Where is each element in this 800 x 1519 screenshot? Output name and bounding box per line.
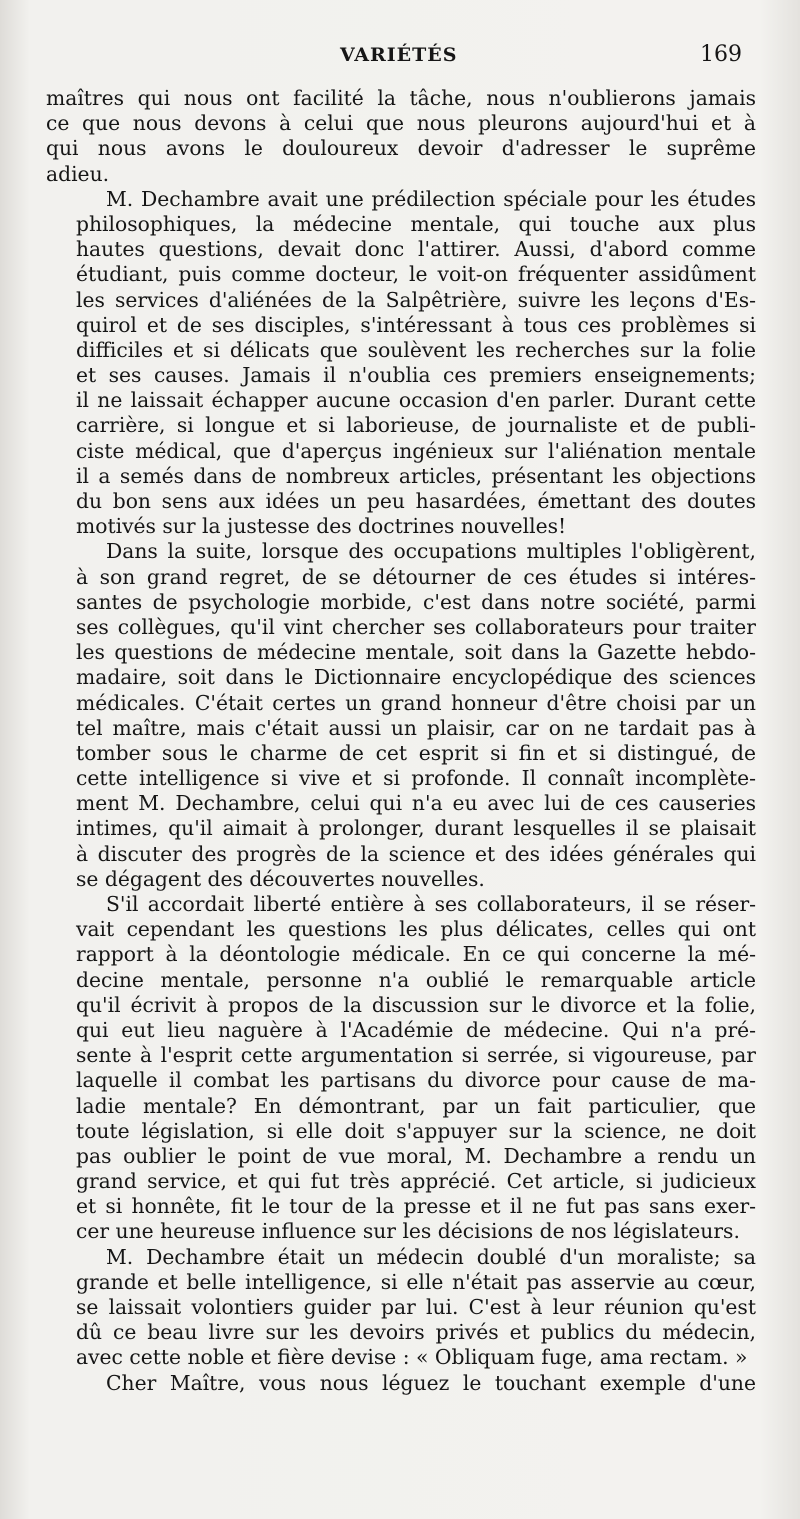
text-line: laquelle il combat les partisans du divorce pour cause de ma- bbox=[76, 1068, 756, 1093]
text-line: ciste médical, que d'aperçus ingénieux sur l'aliénation mentale bbox=[76, 438, 756, 463]
text-line: se laissait volontiers guider par lui. C'est à leur réunion qu'est bbox=[76, 1295, 756, 1319]
text-line: ladie mentale? En démontrant, par un fait particulier, que bbox=[76, 1093, 756, 1118]
running-head bbox=[0, 44, 800, 74]
text-line: M. Dechambre était un médecin doublé d'un moraliste; sa bbox=[106, 1244, 756, 1269]
text-line: ses collègues, qu'il vint chercher ses collaborateurs pour traiter bbox=[76, 614, 756, 639]
text-line: tomber sous le charme de cet esprit si fin et si distingué, de bbox=[76, 740, 756, 765]
text-line: grande et belle intelligence, si elle n'était pas asservie au cœur, bbox=[76, 1269, 756, 1294]
text-line: les services d'aliénées de la Salpêtrière, suivre les leçons d'Es- bbox=[76, 287, 756, 312]
text-line: pas oublier le point de vue moral, M. Dechambre a rendu un bbox=[76, 1143, 756, 1168]
text-line: Dans la suite, lorsque des occupations multiples l'obligèrent, bbox=[106, 539, 756, 564]
text-line: madaire, soit dans le Dictionnaire encyclopédique des sciences bbox=[76, 665, 756, 690]
text-line: à son grand regret, de se détourner de ces études si intéres- bbox=[76, 564, 756, 589]
text-line: dû ce beau livre sur les devoirs privés et publics du médecin, bbox=[76, 1320, 756, 1345]
text-line: à discuter des progrès de la science et des idées générales qui bbox=[76, 841, 756, 866]
text-line: decine mentale, personne n'a oublié le remarquable article bbox=[76, 967, 756, 992]
text-line: il ne laissait échapper aucune occasion d'en parler. Durant cette bbox=[76, 388, 756, 413]
text-line: il a semés dans de nombreux articles, présentant les objections bbox=[76, 463, 756, 488]
text-line: ce que nous devons à celui que nous pleurons aujourd'hui et à bbox=[46, 111, 756, 136]
text-line: difficiles et si délicats que soulèvent les recherches sur la folie bbox=[76, 337, 756, 362]
text-line: maîtres qui nous ont facilité la tâche, nous n'oublierons jamais bbox=[46, 86, 756, 110]
text-line: sente à l'esprit cette argumentation si serrée, si vigoureuse, par bbox=[76, 1043, 756, 1068]
text-line: vait cependant les questions les plus délicates, celles qui ont bbox=[76, 917, 756, 942]
text-line: qui nous avons le douloureux devoir d'adresser le suprême bbox=[46, 136, 756, 161]
paragraph bbox=[46, 187, 756, 540]
text-line: tel maître, mais c'était aussi un plaisir, car on ne tardait pas à bbox=[76, 715, 756, 740]
page-number: 169 bbox=[700, 42, 742, 67]
text-line: et si honnête, fit le tour de la presse et il ne fut pas sans exer- bbox=[76, 1194, 756, 1219]
text-line: S'il accordait liberté entière à ses collaborateurs, il se réser- bbox=[106, 892, 756, 916]
text-line: qui eut lieu naguère à l'Académie de médecine. Qui n'a pré- bbox=[76, 1017, 756, 1042]
text-line: Cher Maître, vous nous léguez le touchant exemple d'une bbox=[106, 1370, 756, 1395]
text-line: toute législation, si elle doit s'appuyer sur la science, ne doit bbox=[76, 1118, 756, 1143]
paragraph bbox=[46, 892, 756, 1245]
text-line: et ses causes. Jamais il n'oublia ces premiers enseignements; bbox=[76, 363, 756, 388]
paragraph bbox=[46, 1371, 756, 1396]
text-line: cette intelligence si vive et si profonde. Il connaît incomplète- bbox=[76, 766, 756, 791]
paragraph bbox=[46, 539, 756, 892]
text-line: les questions de médecine mentale, soit dans la Gazette hebdo- bbox=[76, 640, 756, 665]
text-line: hautes questions, devait donc l'attirer. Aussi, d'abord comme bbox=[76, 237, 756, 262]
body-text bbox=[46, 86, 756, 1396]
text-line: quirol et de ses disciples, s'intéressant à tous ces problèmes si bbox=[76, 312, 756, 337]
text-line: du bon sens aux idées un peu hasardées, émettant des doutes bbox=[76, 489, 756, 513]
text-line: philosophiques, la médecine mentale, qui touche aux plus bbox=[76, 211, 756, 236]
text-line: grand service, et qui fut très apprécié. Cet article, si judicieux bbox=[76, 1169, 756, 1194]
text-line: avec cette noble et fière devise : « Obliquam fuge, ama rectam. » bbox=[76, 1345, 748, 1370]
text-line: médicales. C'était certes un grand honneur d'être choisi par un bbox=[76, 690, 756, 715]
text-line: intimes, qu'il aimait à prolonger, durant lesquelles il se plaisait bbox=[76, 816, 756, 841]
text-line: qu'il écrivit à propos de la discussion sur le divorce et la folie, bbox=[76, 992, 756, 1017]
text-line: étudiant, puis comme docteur, le voit-on fréquenter assidûment bbox=[76, 262, 756, 287]
text-line: adieu. bbox=[46, 161, 110, 186]
text-line: cer une heureuse influence sur les décisions de nos législateurs. bbox=[76, 1219, 740, 1244]
text-line: motivés sur la justesse des doctrines nouvelles! bbox=[76, 514, 567, 539]
section-title: VARIÉTÉS bbox=[340, 44, 458, 66]
text-line: rapport à la déontologie médicale. En ce qui concerne la mé- bbox=[76, 942, 756, 967]
text-line: santes de psychologie morbide, c'est dans notre société, parmi bbox=[76, 589, 756, 614]
paragraph bbox=[46, 1245, 756, 1371]
paragraph bbox=[46, 86, 756, 187]
text-line: ment M. Dechambre, celui qui n'a eu avec lui de ces causeries bbox=[76, 791, 756, 816]
text-line: carrière, si longue et si laborieuse, de journaliste et de publi- bbox=[76, 413, 756, 438]
text-line: M. Dechambre avait une prédilection spéciale pour les études bbox=[106, 186, 756, 211]
text-line: se dégagent des découvertes nouvelles. bbox=[76, 866, 485, 891]
